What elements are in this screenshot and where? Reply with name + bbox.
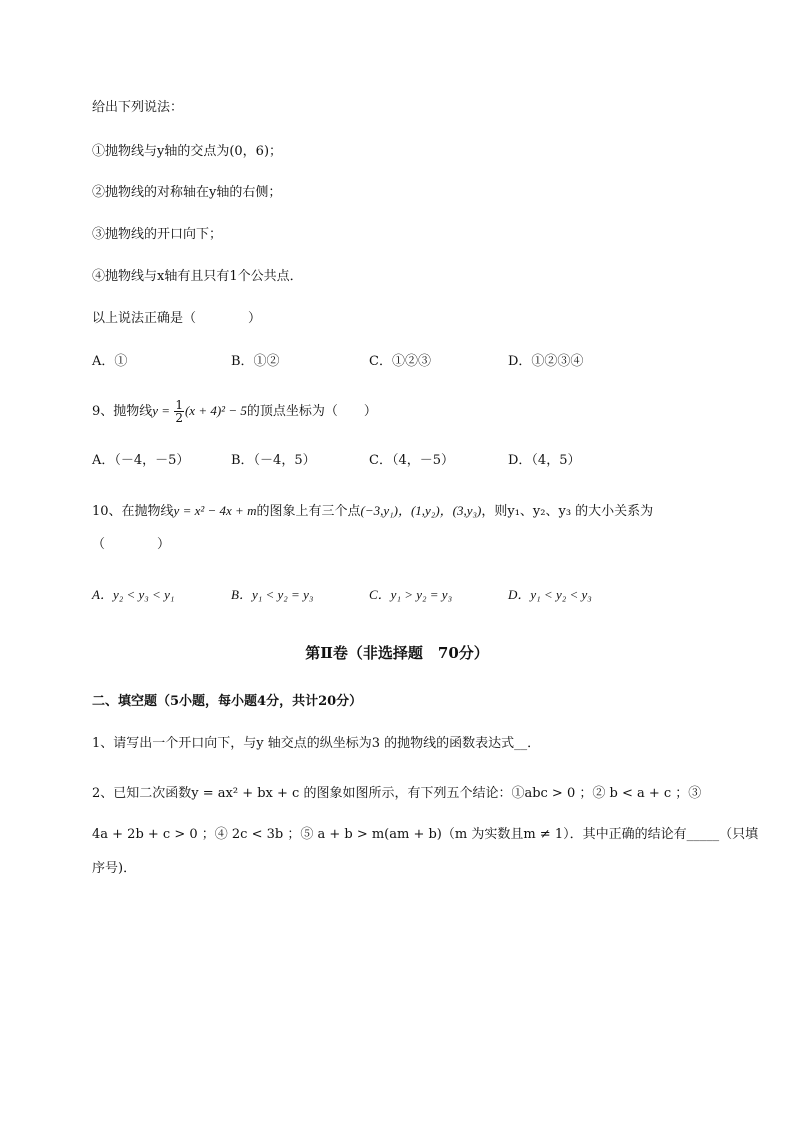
q10-middle: 的图象上有三个点 (256, 504, 361, 519)
fill-question-2-line-2: 4a + 2b + c > 0 ；④ 2c < 3b ；⑤ a + b > m(am + b)（m 为实数且m ≠ 1）．其中正确的结论有_____（只填 (92, 827, 759, 842)
q10-option-d: D．y₁ < y₂ < y₃ (508, 587, 592, 602)
q10-option-c: C．y₁ > y₂ = y₃ (369, 587, 453, 602)
q10-answer-paren: （ ） (92, 537, 171, 552)
q10-suffix: ，则y₁、y₂、y₃ 的大小关系为 (481, 504, 654, 519)
fill-question-1: 1、请写出一个开口向下，与y 轴交点的纵坐标为3 的抛物线的函数表达式__． (92, 736, 541, 751)
q9-fraction (174, 399, 184, 424)
q9-equation-rest: (x + 4)² − 5 (184, 403, 247, 418)
fill-question-2-line-1: 2、已知二次函数y = ax² + bx + c 的图象如图所示，有下列五个结论：①abc > 0 ；② b < a + c ；③ (92, 786, 702, 801)
q8-option-a: A．① (92, 354, 128, 369)
fill-question-2-line-3: 序号)． (92, 861, 137, 876)
statement-1: ①抛物线与y轴的交点为(0，6)； (92, 144, 283, 159)
q9-option-a: A．（－4，－5） (92, 453, 190, 468)
q9-suffix: 的顶点坐标为（ ） (246, 404, 377, 419)
q9-option-b: B．（－4，5） (231, 453, 316, 468)
q9-stem (92, 396, 377, 427)
question-prompt: 以上说法正确是（ ） (92, 311, 262, 326)
q8-option-b: B．①② (231, 354, 280, 369)
statement-3: ③抛物线的开口向下； (92, 227, 223, 242)
q10-stem (92, 502, 653, 521)
q10-prefix: 10、在抛物线 (92, 504, 174, 519)
statement-4: ④抛物线与x轴有且只有1个公共点． (92, 269, 303, 284)
q9-option-d: D．（4，5） (508, 453, 581, 468)
q10-option-a: A．y₂ < y₃ < y₁ (92, 587, 175, 602)
statement-2: ②抛物线的对称轴在y轴的右侧； (92, 185, 282, 200)
q8-option-c: C．①②③ (369, 354, 431, 369)
section-title: 第Ⅱ卷（非选择题 70分） (305, 644, 489, 662)
section-heading: 二、填空题（5小题，每小题4分，共计20分） (92, 694, 363, 709)
q8-option-d: D．①②③④ (508, 354, 584, 369)
q9-option-c: C．（4，－5） (369, 453, 454, 468)
q10-points: (−3,y₁)，(1,y₂)，(3,y₃) (360, 503, 482, 518)
intro-line: 给出下列说法： (92, 100, 184, 115)
q9-equation-lhs: y = (152, 403, 174, 418)
q10-option-b: B．y₁ < y₂ = y₃ (231, 587, 314, 602)
q9-frac-num: 1 (175, 398, 183, 412)
q9-frac-den: 2 (175, 411, 183, 425)
q9-prefix: 9、抛物线 (92, 404, 153, 419)
q10-equation: y = x² − 4x + m (173, 503, 257, 518)
